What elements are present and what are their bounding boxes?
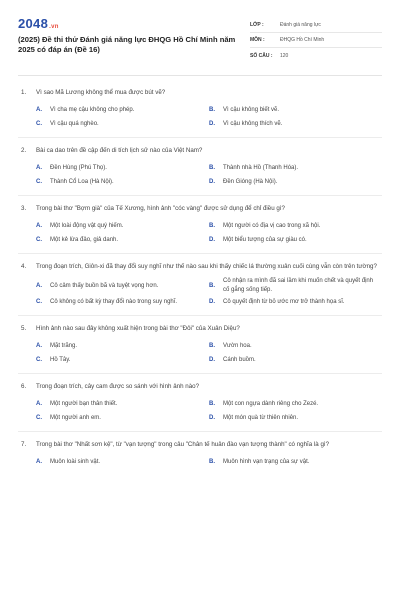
meta-row-subject	[250, 33, 382, 48]
header-left	[18, 16, 240, 75]
option-list	[18, 161, 382, 189]
option-letter: A.	[36, 282, 42, 289]
option-letter: B.	[209, 342, 215, 349]
question-text: Hình ảnh nào sau đây không xuất hiện trong bài thơ "Đôi" của Xuân Diệu?	[36, 325, 240, 332]
option-b[interactable]	[209, 103, 382, 117]
option-a[interactable]	[36, 103, 209, 117]
question-item	[18, 254, 382, 316]
question-text-row	[18, 382, 382, 391]
option-letter: B.	[209, 282, 215, 289]
option-c[interactable]	[36, 411, 209, 425]
option-list	[18, 103, 382, 131]
option-letter: B.	[209, 164, 215, 171]
option-letter: B.	[209, 458, 215, 465]
option-c[interactable]	[36, 353, 209, 367]
option-text: Một món quà từ thiên nhiên.	[223, 414, 299, 421]
option-letter: C.	[36, 414, 42, 421]
question-item	[18, 316, 382, 374]
meta-label: LỚP :	[250, 22, 264, 28]
meta-label: MÔN :	[250, 37, 265, 43]
option-list	[18, 397, 382, 425]
option-text: Đền Gióng (Hà Nội).	[223, 178, 278, 185]
option-a[interactable]	[36, 455, 209, 469]
question-number: 3.	[21, 205, 27, 212]
option-text: Một loài động vật quý hiếm.	[50, 222, 124, 229]
option-letter: C.	[36, 356, 42, 363]
option-letter: C.	[36, 298, 42, 305]
option-a[interactable]	[36, 161, 209, 175]
question-number: 4.	[21, 263, 27, 270]
option-b[interactable]	[209, 161, 382, 175]
option-a[interactable]	[36, 219, 209, 233]
question-item	[18, 374, 382, 432]
option-letter: D.	[209, 414, 215, 421]
question-item	[18, 138, 382, 196]
option-c[interactable]	[36, 233, 209, 247]
question-number: 7.	[21, 441, 27, 448]
option-text: Một kẻ lừa đảo, giả danh.	[50, 236, 119, 243]
option-text: Mặt trăng.	[50, 342, 78, 349]
question-text: Trong đoạn trích, cây cam được so sánh với hình ảnh nào?	[36, 383, 200, 390]
option-letter: D.	[209, 120, 215, 127]
question-number: 5.	[21, 325, 27, 332]
option-letter: C.	[36, 236, 42, 243]
option-c[interactable]	[36, 175, 209, 189]
option-letter: C.	[36, 178, 42, 185]
question-text-row	[18, 440, 382, 449]
meta-label: SỐ CÂU :	[250, 52, 273, 59]
option-text: Vì cậu không biết vẽ.	[223, 106, 280, 113]
question-text: Trong đoạn trích, Giôn-xi đã thay đổi suy nghĩ như thế nào sau khi thấy chiếc lá thường xuân cuối cùng vẫn còn trên tường?	[36, 263, 377, 270]
question-number: 6.	[21, 383, 27, 390]
option-text: Một con ngựa dành riêng cho Zezé.	[223, 400, 319, 407]
logo-suffix: .vn	[49, 24, 59, 30]
question-number: 2.	[21, 147, 27, 154]
option-d[interactable]	[209, 411, 382, 425]
question-text-row	[18, 204, 382, 213]
option-letter: D.	[209, 298, 215, 305]
question-text-row	[18, 324, 382, 333]
option-letter: B.	[209, 400, 215, 407]
meta-value: 120	[280, 52, 289, 59]
option-list	[18, 219, 382, 247]
option-text: Một người có địa vị cao trong xã hội.	[223, 222, 321, 229]
option-b[interactable]	[209, 339, 382, 353]
question-text-row	[18, 88, 382, 97]
meta-row-count	[250, 48, 382, 63]
option-text: Thành Cổ Loa (Hà Nội).	[50, 178, 114, 185]
question-item	[18, 80, 382, 138]
option-text: Muôn hình vạn trạng của sự vật.	[223, 458, 310, 465]
option-text: Cô nhận ra mình đã sai lầm khi muốn chết và quyết định cố gắng sống tiếp.	[223, 278, 374, 293]
option-d[interactable]	[209, 175, 382, 189]
option-letter: A.	[36, 400, 42, 407]
option-letter: A.	[36, 458, 42, 465]
option-b[interactable]	[209, 219, 382, 233]
question-text: Bài ca dao trên đề cập đến di tích lịch sử nào của Việt Nam?	[36, 147, 203, 154]
question-text: Vì sao Mã Lương không thể mua được bút vẽ?	[36, 89, 166, 96]
option-c[interactable]	[36, 117, 209, 131]
option-letter: C.	[36, 120, 42, 127]
option-d[interactable]	[209, 295, 382, 309]
option-letter: B.	[209, 106, 215, 113]
option-list	[18, 455, 382, 469]
option-text: Vườn hoa.	[223, 342, 252, 349]
option-d[interactable]	[209, 233, 382, 247]
option-letter: A.	[36, 342, 42, 349]
exam-title: (2025) Đề thi thử Đánh giá năng lực ĐHQG Hồ Chí Minh năm 2025 có đáp án (Đề 16)	[18, 35, 236, 54]
question-text: Trong bài thơ "Nhất sơn kệ", từ "vạn tượng" trong câu "Chân tế huân đào vạn tượng thành" có nghĩa là gì?	[36, 441, 330, 448]
question-text-row	[18, 262, 382, 271]
option-a[interactable]	[36, 397, 209, 411]
option-d[interactable]	[209, 353, 382, 367]
question-text: Trong bài thơ "Bợm già" của Tế Xương, hình ảnh "cóc vàng" được sử dụng để chỉ điều gì?	[36, 205, 285, 212]
question-number: 1.	[21, 89, 27, 96]
option-text: Đền Hùng (Phú Thọ).	[50, 164, 107, 171]
option-list	[18, 277, 382, 309]
option-text: Vì cậu không thích vẽ.	[223, 120, 283, 127]
question-text-row	[18, 146, 382, 155]
option-letter: B.	[209, 222, 215, 229]
option-text: Thành nhà Hồ (Thanh Hóa).	[223, 164, 299, 171]
option-text: Cô cảm thấy buồn bã và tuyệt vọng hơn.	[50, 282, 159, 289]
option-text: Hồ Tây.	[50, 356, 71, 363]
question-list	[18, 76, 382, 475]
option-letter: A.	[36, 164, 42, 171]
option-a[interactable]	[36, 277, 209, 295]
question-item	[18, 196, 382, 254]
option-b[interactable]	[209, 455, 382, 469]
option-d[interactable]	[209, 117, 382, 131]
logo-main: 2048	[18, 16, 49, 31]
option-letter: D.	[209, 236, 215, 243]
option-text: Muôn loài sinh vật.	[50, 458, 101, 465]
meta-value: Đánh giá năng lực	[280, 22, 321, 28]
option-list	[18, 339, 382, 367]
question-item	[18, 432, 382, 475]
exam-meta	[250, 18, 382, 75]
meta-value: ĐHQG Hồ Chí Minh	[280, 37, 325, 43]
option-letter: D.	[209, 356, 215, 363]
option-text: Cánh buồm.	[223, 356, 256, 363]
option-text: Cô quyết định từ bỏ ước mơ trở thành họa sĩ.	[223, 298, 345, 305]
option-c[interactable]	[36, 295, 209, 309]
option-text: Vì cậu quá nghèo.	[50, 120, 99, 127]
option-text: Một người bạn thân thiết.	[50, 400, 118, 407]
option-text: Một biểu tượng của sự giàu có.	[223, 236, 307, 243]
option-text: Vì cha mẹ cậu không cho phép.	[50, 106, 135, 113]
option-b[interactable]	[209, 277, 382, 295]
meta-row-class	[250, 18, 382, 33]
site-logo[interactable]	[18, 16, 240, 32]
option-letter: A.	[36, 106, 42, 113]
exam-header	[18, 0, 382, 76]
option-a[interactable]	[36, 339, 209, 353]
option-text: Một người anh em.	[50, 414, 101, 421]
option-letter: D.	[209, 178, 215, 185]
option-letter: A.	[36, 222, 42, 229]
option-b[interactable]	[209, 397, 382, 411]
option-text: Cô không có bất kỳ thay đổi nào trong suy nghĩ.	[50, 298, 178, 305]
